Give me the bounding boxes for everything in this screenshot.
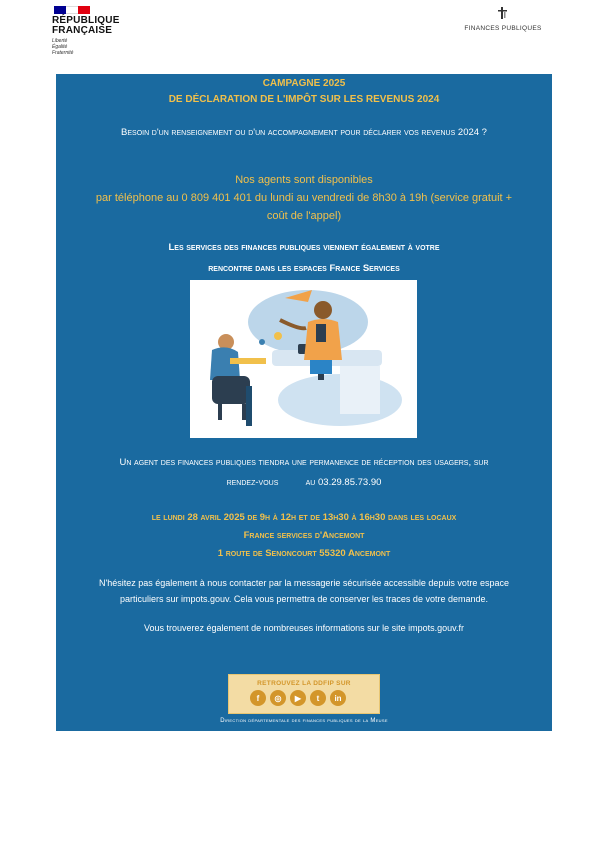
agent-permanence-rdv: rendez-vous [226,477,279,488]
agent-permanence-line-1: Un agent des finances publiques tiendra une permanence de réception des usagers, sur [119,457,489,468]
facebook-icon[interactable]: f [250,690,266,706]
social-media-box [228,674,380,714]
linkedin-icon[interactable]: in [330,690,346,706]
agent-permanence-line-2 [56,477,552,488]
agent-permanence-phone: au 03.29.85.73.90 [305,477,382,488]
social-icons-row [250,690,346,706]
youtube-icon[interactable]: ▶ [290,690,306,706]
permanence-date: le lundi 28 avril 2025 de 9h à 12h et de 13h30 à 16h30 dans les locaux [151,512,457,523]
page-header [0,0,595,60]
agents-phone: par téléphone au 0 809 401 401 du lundi au vendredi de 8h30 à 19h (service gratuit + [95,192,513,204]
republic-motto: Liberté Égalité Fraternité [52,38,74,56]
question-text: Besoin d'un renseignement ou d'un accompagnement pour déclarer vos revenus 2024 ? [121,127,487,138]
twitter-icon[interactable]: t [310,690,326,706]
social-title: RETROUVEZ LA DDFIP SUR [257,680,351,687]
finances-publiques-text: FINANCES PUBLIQUES [464,25,542,32]
agents-phone-cost: coût de l'appel) [266,210,342,222]
services-line-1: Les services des finances publiques viennent également à votre [168,242,440,253]
campaign-title-2: DE DÉCLARATION DE L'IMPÔT SUR LES REVENUS 2024 [168,94,440,105]
location-address: 1 route de Senoncourt 55320 Ancemont [217,548,391,559]
finances-publiques-emblem-icon [496,7,510,19]
info-line: Vous trouverez également de nombreuses informations sur le site impots.gouv.fr [144,623,464,633]
republique-francaise-logo [52,6,152,56]
advisor-illustration [190,280,417,438]
campaign-title-1: CAMPAGNE 2025 [262,78,346,89]
location-name: France services d'Ancemont [243,530,365,541]
campaign-panel [56,74,552,731]
contact-line-1: N'hésitez pas également à nous contacter par la messagerie sécurisée accessible depuis votre espace [99,578,509,588]
contact-line-2: particuliers sur impots.gouv. Cela vous permettra de conserver les traces de votre demande. [119,594,488,604]
french-flag-icon [54,6,90,14]
services-line-2: rencontre dans les espaces France Services [208,263,400,274]
footer-direction: Direction départementale des finances publiques de la Meuse [220,718,388,724]
agents-available: Nos agents sont disponibles [235,174,373,186]
instagram-icon[interactable]: ◎ [270,690,286,706]
republic-name: RÉPUBLIQUE FRANÇAISE [52,15,120,36]
finances-publiques-logo [453,6,553,32]
